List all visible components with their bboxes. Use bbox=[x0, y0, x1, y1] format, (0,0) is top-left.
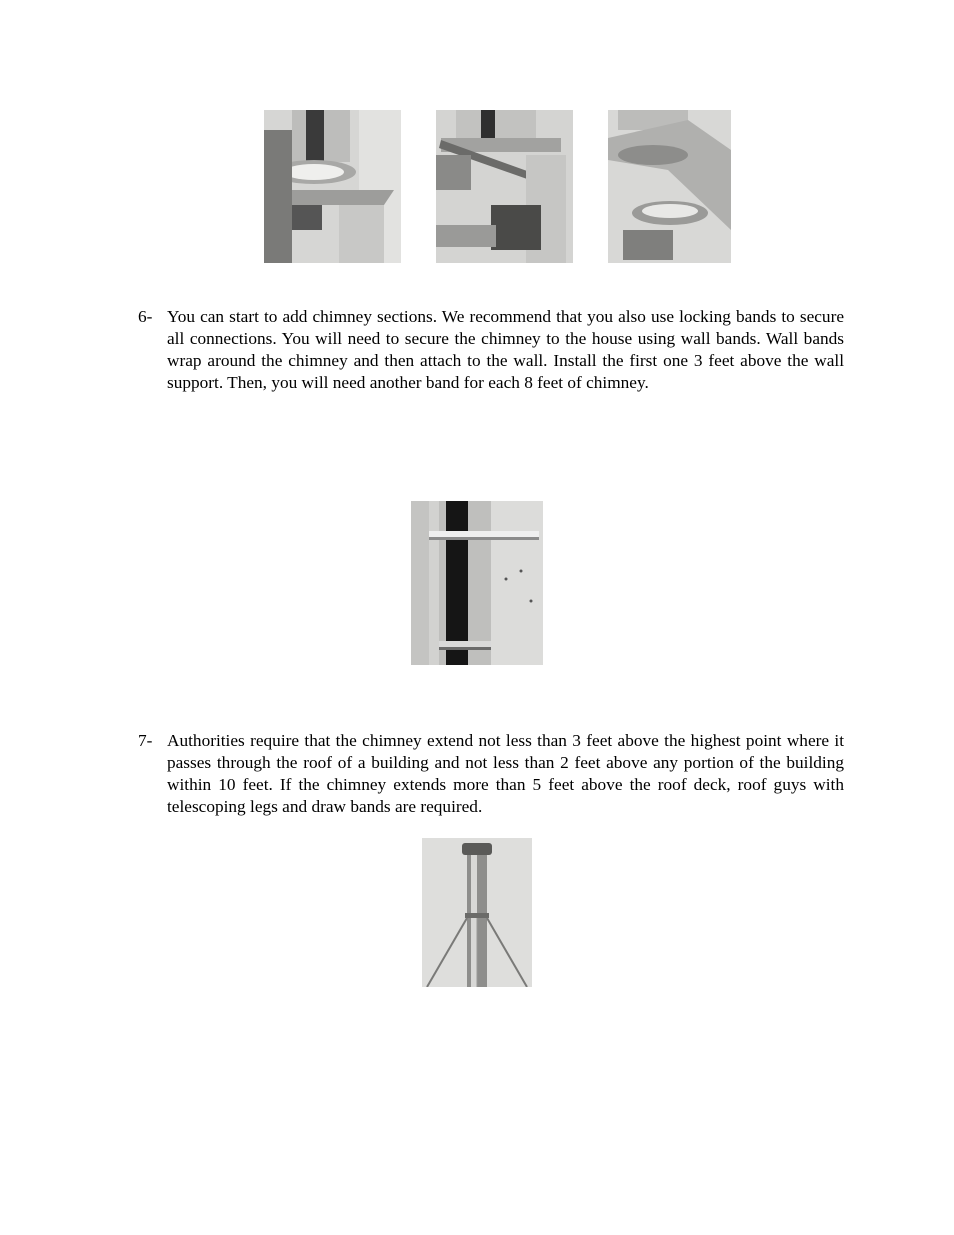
photo-leveling-support bbox=[436, 110, 573, 263]
step-text: Authorities require that the chimney extend not less than 3 feet above the highest point where it passes through the roof of a building and not less than 2 feet above any portion of the building within 10 feet. If the chimney extends more than 5 feet above the roof deck, roof guys with telescoping legs and draw bands are required. bbox=[167, 731, 844, 816]
step-7 bbox=[138, 730, 844, 818]
step-6 bbox=[138, 306, 844, 394]
photo-roof-guys bbox=[422, 838, 532, 987]
step-number: 7- bbox=[138, 731, 153, 750]
photo-wall-support-placement bbox=[264, 110, 401, 263]
step-number: 6- bbox=[138, 307, 153, 326]
photo-support-ring bbox=[608, 110, 731, 263]
step-text: You can start to add chimney sections. We recommend that you also use locking bands to secure all connections. You will need to secure the chimney to the house using wall bands. Wall bands wrap around the chimney and then attach to the wall. Install the first one 3 feet above the wall support. Then, you will need another band for each 8 feet of chimney. bbox=[167, 307, 844, 392]
photo-wall-band bbox=[411, 501, 543, 665]
